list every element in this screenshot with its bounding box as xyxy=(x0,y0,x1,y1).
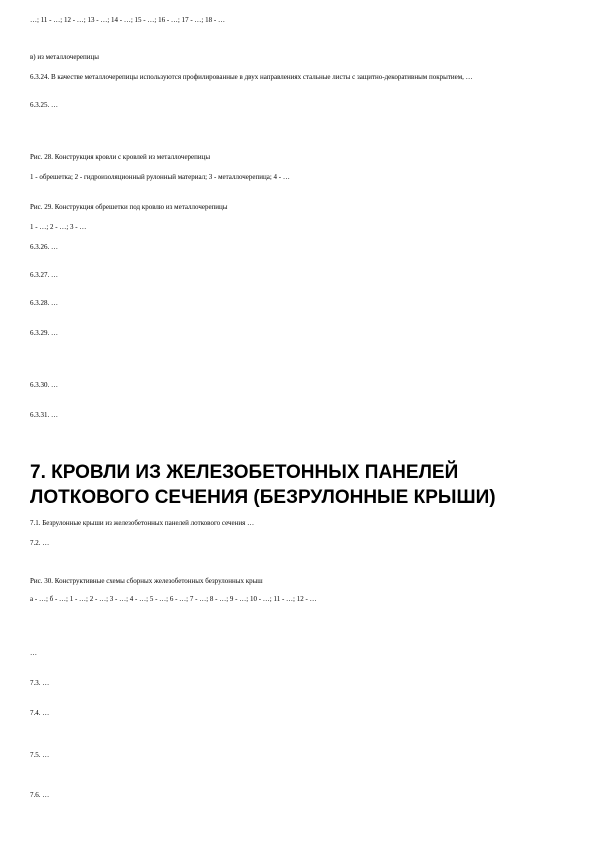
subheading-metal-tile: в) из металлочерепицы xyxy=(30,53,99,61)
paragraph-7-1: 7.1. Безрулонные крыши из железобетонных панелей лоткового сечения … xyxy=(30,519,255,527)
paragraph-6-3-28: 6.3.28. … xyxy=(30,299,58,307)
paragraph-legend-27: …; 11 - …; 12 - …; 13 - …; 14 - …; 15 - …; 16 - …; 17 - …; 18 - … xyxy=(30,16,225,24)
paragraph-6-3-29: 6.3.29. … xyxy=(30,329,58,337)
figure-legend-29: 1 - …; 2 - …; 3 - … xyxy=(30,223,87,231)
paragraph-6-3-26: 6.3.26. … xyxy=(30,243,58,251)
paragraph-7-5: 7.5. … xyxy=(30,751,50,759)
paragraph-6-3-27: 6.3.27. … xyxy=(30,271,58,279)
paragraph-7-2: 7.2. … xyxy=(30,539,50,547)
paragraph-7-4: 7.4. … xyxy=(30,709,50,717)
figure-caption-30: Рис. 30. Конструктивные схемы сборных железобетонных безрулонных крыш xyxy=(30,577,263,585)
paragraph-6-3-30: 6.3.30. … xyxy=(30,381,58,389)
figure-caption-28: Рис. 28. Конструкция кровли с кровлей из металлочерепицы xyxy=(30,153,211,161)
paragraph-6-3-24: 6.3.24. В качестве металлочерепицы используются профилированные в двух направлениях стальные листы с защитно-декоративным покрытием, … xyxy=(30,73,473,81)
paragraph-6-3-31: 6.3.31. … xyxy=(30,411,58,419)
paragraph-7-3: 7.3. … xyxy=(30,679,50,687)
section-heading: 7. КРОВЛИ ИЗ ЖЕЛЕЗОБЕТОННЫХ ПАНЕЛЕЙ ЛОТКОВОГО СЕЧЕНИЯ (БЕЗРУЛОННЫЕ КРЫШИ) xyxy=(30,462,496,508)
figure-legend-30: а - …; б - …; 1 - …; 2 - …; 3 - …; 4 - …; 5 - …; 6 - …; 7 - …; 8 - …; 9 - …; 10 - …; 11 - …; 12 - … xyxy=(30,595,317,603)
figure-legend-28: 1 - обрешетка; 2 - гидроизоляционный рулонный материал; 3 - металлочерепица; 4 - … xyxy=(30,173,290,181)
paragraph-7-6: 7.6. … xyxy=(30,791,50,799)
paragraph-unlabelled: … xyxy=(30,649,37,657)
figure-caption-29: Рис. 29. Конструкция обрешетки под кровлю из металлочерепицы xyxy=(30,203,228,211)
paragraph-6-3-25: 6.3.25. … xyxy=(30,101,58,109)
